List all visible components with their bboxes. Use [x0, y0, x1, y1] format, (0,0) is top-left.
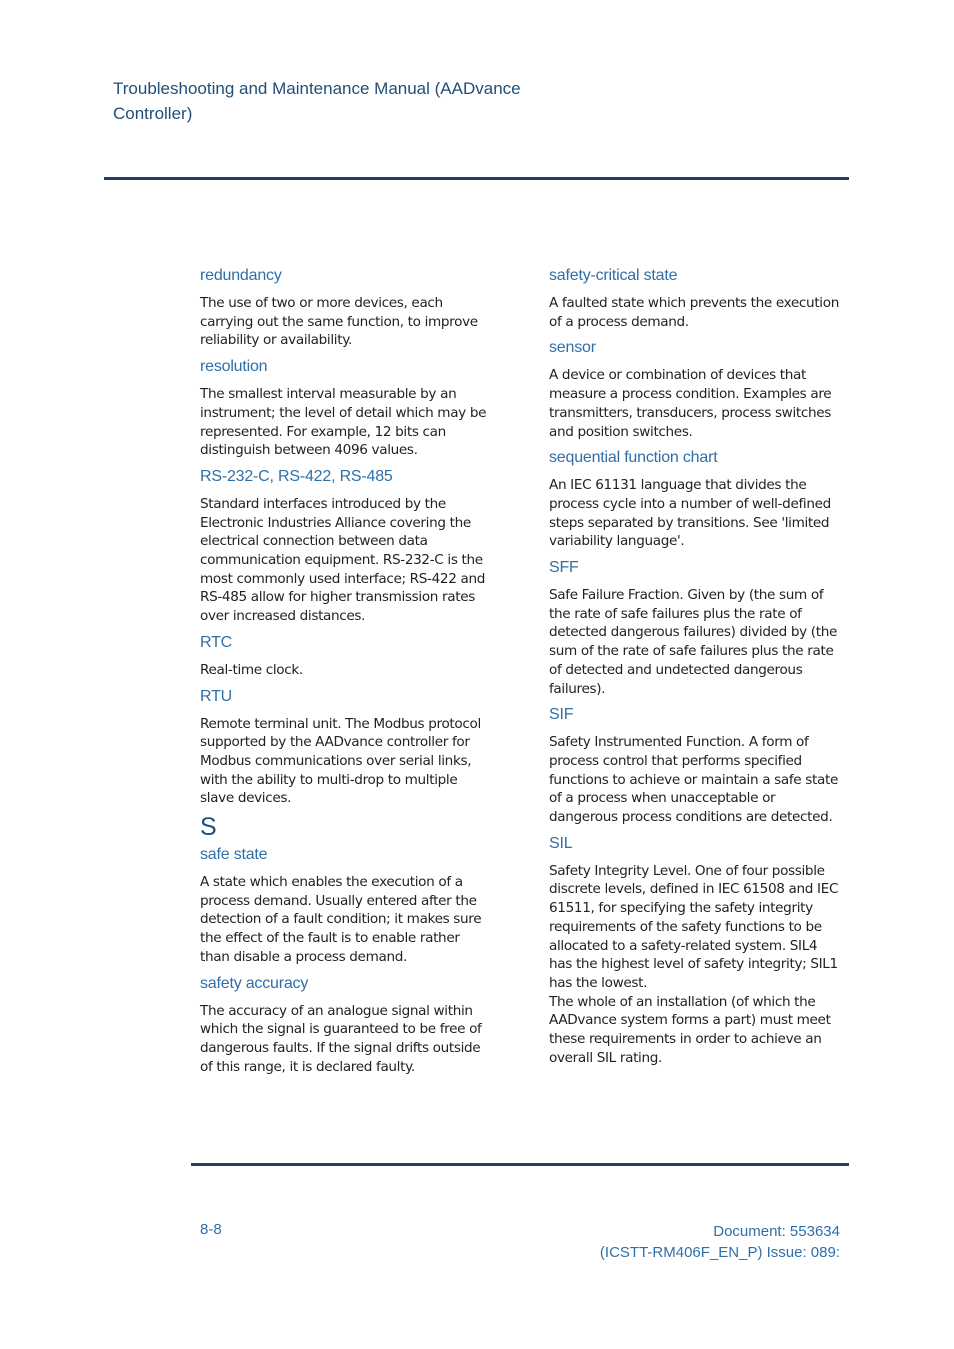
document-number: Document: 553634: [713, 1223, 840, 1240]
glossary-term: sensor: [549, 339, 596, 357]
section-letter-heading: S: [200, 813, 217, 842]
page-number: 8-8: [200, 1221, 222, 1238]
glossary-right-column: [549, 266, 841, 1075]
glossary-entry: [200, 974, 492, 1077]
glossary-term: safety-critical state: [549, 267, 678, 284]
glossary-entry-sil: [549, 834, 841, 1068]
glossary-definition: The use of two or more devices, each carrying out the same function, to improve reliability or availability.: [200, 295, 478, 349]
glossary-definition: Remote terminal unit. The Modbus protocol supported by the AADvance controller for Modbus communications over serial links, with the ability to multi-drop to multiple slave devices.: [200, 715, 481, 807]
glossary-entry: [549, 448, 841, 551]
document-reference: [600, 1221, 840, 1263]
header-divider: [104, 177, 849, 180]
glossary-entry: [549, 558, 841, 698]
glossary-entry: [549, 338, 841, 441]
glossary-definition: Standard interfaces introduced by the Electronic Industries Alliance covering the electrical connection between data communication equipment. RS-232-C is the most commonly used interface; RS-422 and RS-485 allow for higher transmission rates over increased distances.: [200, 495, 486, 625]
glossary-term: RTC: [200, 633, 232, 651]
glossary-entry: [549, 266, 841, 331]
glossary-definition: A device or combination of devices that measure a process condition. Examples are transmitters, transducers, process switches and position switches.: [549, 367, 832, 440]
glossary-definition-continued: The whole of an installation (of which the AADvance system forms a part) must meet these requirements in order to achieve an overall SIL rating.: [549, 993, 831, 1066]
glossary-term: safety accuracy: [200, 974, 309, 992]
glossary-entry: [200, 633, 492, 680]
glossary-term: RTU: [200, 687, 232, 705]
glossary-definition: The smallest interval measurable by an instrument; the level of detail which may be represented. For example, 12 bits can distinguish between 4096 values.: [200, 386, 487, 459]
document-issue: (ICSTT-RM406F_EN_P) Issue: 089:: [599, 1244, 840, 1261]
glossary-term: redundancy: [200, 267, 282, 284]
glossary-term: SIF: [549, 706, 574, 724]
glossary-definition: A state which enables the execution of a process demand. Usually entered after the detection of a fault condition; it makes sure the effect of the fault is to enable rather than disable a process demand.: [200, 874, 482, 965]
glossary-entry: [549, 705, 841, 827]
glossary-term: resolution: [200, 358, 268, 376]
glossary-term: RS-232-C, RS-422, RS-485: [200, 467, 393, 485]
glossary-entry: [200, 467, 492, 626]
glossary-entry: [200, 266, 492, 350]
glossary-definition: Safe Failure Fraction. Given by (the sum of the rate of safe failures plus the rate of detected dangerous failures) divided by (the sum of the rate of safe failures plus the rate of detected and undetected dangerous failures).: [549, 587, 838, 697]
glossary-definition: An IEC 61131 language that divides the process cycle into a number of well-defined steps separated by transitions. See 'limited variability language'.: [549, 477, 831, 550]
manual-title: Troubleshooting and Maintenance Manual (AADvance Controller): [113, 79, 521, 123]
glossary-entry: [200, 845, 492, 967]
glossary-term: SFF: [549, 559, 579, 577]
glossary-definition: A faulted state which prevents the execution of a process demand.: [549, 295, 839, 330]
glossary-left-column: [200, 266, 492, 1083]
glossary-entry: [200, 687, 492, 809]
glossary-definition: Real-time clock.: [200, 661, 303, 678]
glossary-term: safe state: [200, 846, 268, 864]
glossary-definition: Safety Instrumented Function. A form of process control that performs specified functions to achieve or maintain a safe state of a process when unacceptable or dangerous process conditions are detected.: [549, 734, 838, 826]
footer-divider: [191, 1163, 849, 1166]
glossary-entry: [200, 357, 492, 460]
glossary-term: sequential function chart: [549, 449, 718, 467]
glossary-definition: The accuracy of an analogue signal within which the signal is guaranteed to be free of dangerous faults. If the signal drifts outside of this range, it is declared faulty.: [200, 1002, 482, 1075]
glossary-term: SIL: [549, 834, 573, 852]
glossary-definition: Safety Integrity Level. One of four possible discrete levels, defined in IEC 61508 and IEC 61511, for specifying the safety integrity requirements of the safety functions to be allocated to a safety-related system. SIL4 has the highest level of safety integrity; SIL1 has the lowest.: [549, 862, 839, 991]
